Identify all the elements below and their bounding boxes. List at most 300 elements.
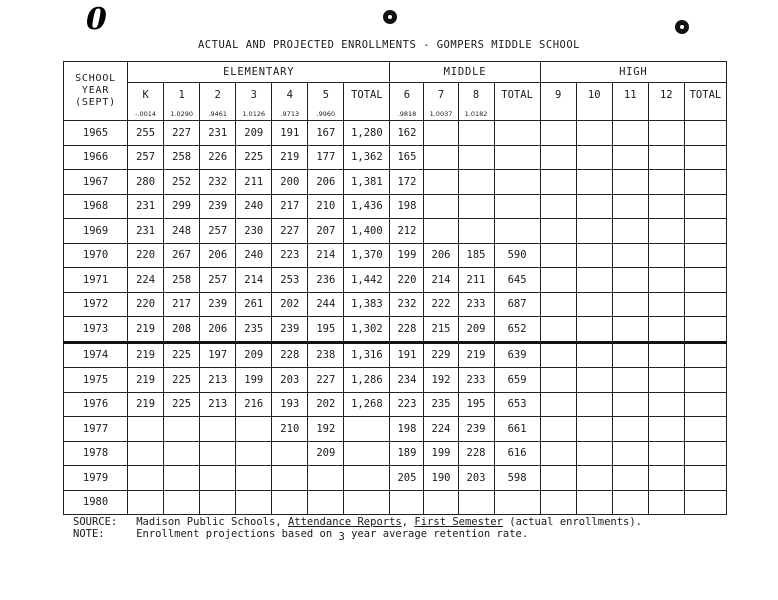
table-row xyxy=(64,268,727,293)
enrollment-cell: 219 xyxy=(128,317,164,343)
enrollment-cell xyxy=(390,490,424,515)
enrollment-cell xyxy=(648,145,684,170)
enrollment-cell: 257 xyxy=(200,268,236,293)
year-cell: 1971 xyxy=(64,268,128,293)
year-cell: 1979 xyxy=(64,466,128,491)
year-cell: 1972 xyxy=(64,292,128,317)
source-label: SOURCE: xyxy=(73,516,118,528)
enrollment-cell xyxy=(540,243,576,268)
enrollment-cell: 1,442 xyxy=(344,268,390,293)
enrollment-cell xyxy=(684,317,726,343)
enrollment-cell xyxy=(424,219,458,244)
enrollment-cell: 209 xyxy=(458,317,494,343)
enrollment-cell xyxy=(540,368,576,393)
source-note xyxy=(73,516,642,528)
enrollment-cell xyxy=(612,292,648,317)
retention-rate: .9461 xyxy=(200,107,236,121)
enrollment-cell: 253 xyxy=(272,268,308,293)
enrollment-cell xyxy=(612,392,648,417)
enrollment-cell xyxy=(424,170,458,195)
enrollment-cell: 212 xyxy=(390,219,424,244)
enrollment-cell: 1,381 xyxy=(344,170,390,195)
enrollment-cell: 197 xyxy=(200,342,236,368)
retention-rate: 1.0290 xyxy=(164,107,200,121)
enrollment-cell xyxy=(540,342,576,368)
year-cell: 1969 xyxy=(64,219,128,244)
enrollment-cell: 224 xyxy=(128,268,164,293)
enrollment-cell: 219 xyxy=(458,342,494,368)
note-suffix: year average retention rate. xyxy=(344,528,529,540)
enrollment-cell: 244 xyxy=(308,292,344,317)
enrollment-cell: 225 xyxy=(164,342,200,368)
enrollment-cell xyxy=(684,219,726,244)
enrollment-cell xyxy=(424,145,458,170)
enrollment-cell: 192 xyxy=(424,368,458,393)
year-cell: 1974 xyxy=(64,342,128,368)
enrollment-cell xyxy=(576,170,612,195)
enrollment-cell xyxy=(458,121,494,146)
table-row xyxy=(64,317,727,343)
enrollment-cell: 198 xyxy=(390,194,424,219)
table-row xyxy=(64,170,727,195)
enrollment-cell xyxy=(612,121,648,146)
enrollment-cell: 229 xyxy=(424,342,458,368)
grade-header: 4 xyxy=(272,83,308,108)
enrollment-cell xyxy=(648,194,684,219)
enrollment-cell xyxy=(424,490,458,515)
enrollment-cell xyxy=(612,342,648,368)
enrollment-cell xyxy=(612,268,648,293)
retention-rate: 1.0182 xyxy=(458,107,494,121)
enrollment-cell xyxy=(164,466,200,491)
table-row xyxy=(64,368,727,393)
enrollment-cell: 258 xyxy=(164,145,200,170)
retention-rate: 1.0126 xyxy=(236,107,272,121)
enrollment-cell: 223 xyxy=(272,243,308,268)
enrollment-cell xyxy=(576,219,612,244)
retention-rate: .9713 xyxy=(272,107,308,121)
enrollment-cell: 215 xyxy=(424,317,458,343)
enrollment-cell: 172 xyxy=(390,170,424,195)
methodology-note xyxy=(73,528,529,543)
enrollment-cell: 192 xyxy=(308,417,344,442)
enrollment-cell xyxy=(612,441,648,466)
enrollment-cell xyxy=(648,243,684,268)
enrollment-cell: 230 xyxy=(236,219,272,244)
year-cell: 1976 xyxy=(64,392,128,417)
enrollment-cell: 202 xyxy=(272,292,308,317)
enrollment-cell: 239 xyxy=(200,194,236,219)
enrollment-cell xyxy=(648,121,684,146)
enrollment-cell: 1,436 xyxy=(344,194,390,219)
first-semester-title: First Semester xyxy=(414,516,503,528)
enrollment-cell: 235 xyxy=(424,392,458,417)
retention-rate xyxy=(494,107,540,121)
enrollment-cell: 232 xyxy=(390,292,424,317)
enrollment-cell: 1,280 xyxy=(344,121,390,146)
enrollment-cell xyxy=(648,490,684,515)
enrollment-cell: 652 xyxy=(494,317,540,343)
enrollment-cell: 185 xyxy=(458,243,494,268)
year-cell: 1973 xyxy=(64,317,128,343)
enrollment-cell: 219 xyxy=(128,392,164,417)
enrollment-cell: 214 xyxy=(236,268,272,293)
table-row xyxy=(64,466,727,491)
grade-header: 1 xyxy=(164,83,200,108)
enrollment-cell xyxy=(540,219,576,244)
enrollment-cell xyxy=(540,292,576,317)
enrollment-cell: 210 xyxy=(308,194,344,219)
enrollment-cell: 233 xyxy=(458,368,494,393)
enrollment-cell xyxy=(648,417,684,442)
enrollment-cell xyxy=(576,121,612,146)
enrollment-cell xyxy=(612,243,648,268)
enrollment-cell: 199 xyxy=(424,441,458,466)
grade-header: 10 xyxy=(576,83,612,108)
enrollment-cell: 209 xyxy=(308,441,344,466)
enrollment-cell: 280 xyxy=(128,170,164,195)
enrollment-cell: 225 xyxy=(164,368,200,393)
enrollment-cell xyxy=(648,466,684,491)
enrollment-cell xyxy=(494,194,540,219)
enrollment-cell: 224 xyxy=(424,417,458,442)
enrollment-cell xyxy=(576,417,612,442)
enrollment-cell: 209 xyxy=(236,121,272,146)
enrollment-cell: 202 xyxy=(308,392,344,417)
enrollment-cell: 239 xyxy=(272,317,308,343)
enrollment-cell: 206 xyxy=(308,170,344,195)
enrollment-cell xyxy=(236,417,272,442)
enrollment-cell: 227 xyxy=(308,368,344,393)
table-row xyxy=(64,145,727,170)
enrollment-cell: 240 xyxy=(236,243,272,268)
enrollment-cell xyxy=(684,121,726,146)
enrollment-cell xyxy=(540,441,576,466)
source-suffix: (actual enrollments). xyxy=(502,516,642,528)
enrollment-cell xyxy=(164,417,200,442)
enrollment-cell xyxy=(494,170,540,195)
punch-hole-icon xyxy=(383,10,397,24)
enrollment-cell xyxy=(308,490,344,515)
enrollment-cell: 234 xyxy=(390,368,424,393)
enrollment-cell xyxy=(576,145,612,170)
enrollment-cell: 1,286 xyxy=(344,368,390,393)
enrollment-cell xyxy=(236,466,272,491)
retention-rate xyxy=(612,107,648,121)
enrollment-cell: 225 xyxy=(164,392,200,417)
table-row xyxy=(64,219,727,244)
enrollment-cell: 209 xyxy=(236,342,272,368)
enrollment-cell xyxy=(164,441,200,466)
enrollment-cell xyxy=(200,441,236,466)
enrollment-cell: 211 xyxy=(458,268,494,293)
enrollment-cell: 217 xyxy=(272,194,308,219)
enrollment-cell xyxy=(612,145,648,170)
enrollment-cell: 645 xyxy=(494,268,540,293)
enrollment-cell xyxy=(648,441,684,466)
note-number: 3 xyxy=(338,531,345,543)
enrollment-cell xyxy=(272,490,308,515)
table-row xyxy=(64,243,727,268)
enrollment-cell: 203 xyxy=(458,466,494,491)
enrollment-cell: 207 xyxy=(308,219,344,244)
enrollment-cell xyxy=(684,466,726,491)
enrollment-cell xyxy=(576,392,612,417)
enrollment-cell: 598 xyxy=(494,466,540,491)
enrollment-cell: 1,316 xyxy=(344,342,390,368)
enrollment-cell: 206 xyxy=(424,243,458,268)
enrollment-cell xyxy=(128,441,164,466)
enrollment-cell xyxy=(128,466,164,491)
enrollment-cell: 1,383 xyxy=(344,292,390,317)
enrollment-cell: 239 xyxy=(200,292,236,317)
enrollment-cell: 236 xyxy=(308,268,344,293)
enrollment-cell xyxy=(540,268,576,293)
enrollment-cell: 213 xyxy=(200,368,236,393)
enrollment-cell xyxy=(540,466,576,491)
enrollment-cell: 217 xyxy=(164,292,200,317)
enrollment-cell xyxy=(540,392,576,417)
enrollment-cell: 220 xyxy=(390,268,424,293)
grade-header: TOTAL xyxy=(344,83,390,108)
enrollment-cell: 219 xyxy=(128,368,164,393)
enrollment-cell xyxy=(540,194,576,219)
enrollment-cell xyxy=(612,466,648,491)
enrollment-cell xyxy=(612,368,648,393)
enrollment-cell xyxy=(200,466,236,491)
table-row xyxy=(64,441,727,466)
enrollment-cell xyxy=(494,219,540,244)
source-text: Madison Public Schools, xyxy=(136,516,288,528)
enrollment-cell: 199 xyxy=(236,368,272,393)
enrollment-cell xyxy=(164,490,200,515)
enrollment-cell: 616 xyxy=(494,441,540,466)
enrollment-cell xyxy=(540,145,576,170)
enrollment-cell xyxy=(424,121,458,146)
punch-hole-icon xyxy=(675,20,689,34)
enrollment-cell: 257 xyxy=(128,145,164,170)
enrollment-cell: 258 xyxy=(164,268,200,293)
enrollment-cell xyxy=(576,268,612,293)
enrollment-cell xyxy=(576,342,612,368)
enrollment-cell xyxy=(612,170,648,195)
year-cell: 1966 xyxy=(64,145,128,170)
year-cell: 1977 xyxy=(64,417,128,442)
retention-rate xyxy=(684,107,726,121)
enrollment-cell: 1,268 xyxy=(344,392,390,417)
enrollment-cell xyxy=(236,441,272,466)
enrollment-cell xyxy=(612,219,648,244)
grade-header: 11 xyxy=(612,83,648,108)
enrollment-cell xyxy=(684,342,726,368)
enrollment-cell: 199 xyxy=(390,243,424,268)
grade-header: 5 xyxy=(308,83,344,108)
enrollment-cell xyxy=(684,170,726,195)
enrollment-cell xyxy=(612,317,648,343)
enrollment-cell xyxy=(648,268,684,293)
table-row xyxy=(64,417,727,442)
enrollment-cell xyxy=(540,121,576,146)
enrollment-cell: 590 xyxy=(494,243,540,268)
enrollment-cell xyxy=(612,490,648,515)
enrollment-cell: 226 xyxy=(200,145,236,170)
enrollment-cell: 195 xyxy=(308,317,344,343)
enrollment-cell: 261 xyxy=(236,292,272,317)
enrollment-cell xyxy=(540,170,576,195)
enrollment-cell: 232 xyxy=(200,170,236,195)
retention-rate xyxy=(648,107,684,121)
enrollment-cell xyxy=(344,466,390,491)
enrollment-cell: 639 xyxy=(494,342,540,368)
enrollment-cell xyxy=(344,441,390,466)
enrollment-cell: 220 xyxy=(128,292,164,317)
enrollment-cell: 257 xyxy=(200,219,236,244)
enrollment-cell xyxy=(200,417,236,442)
year-cell: 1970 xyxy=(64,243,128,268)
enrollment-cell: 206 xyxy=(200,317,236,343)
enrollment-cell xyxy=(648,368,684,393)
enrollment-cell xyxy=(344,490,390,515)
enrollment-cell xyxy=(648,317,684,343)
table-row xyxy=(64,392,727,417)
enrollment-cell xyxy=(684,368,726,393)
enrollment-cell: 162 xyxy=(390,121,424,146)
enrollment-cell: 228 xyxy=(458,441,494,466)
enrollment-cell xyxy=(684,292,726,317)
source-separator: , xyxy=(401,516,415,528)
enrollment-cell xyxy=(684,417,726,442)
grade-header: TOTAL xyxy=(494,83,540,108)
middle-header: MIDDLE xyxy=(390,62,540,83)
enrollment-cell xyxy=(494,490,540,515)
retention-rate: .9960 xyxy=(308,107,344,121)
enrollment-cell: 211 xyxy=(236,170,272,195)
enrollment-cell: 227 xyxy=(272,219,308,244)
enrollment-cell: 1,370 xyxy=(344,243,390,268)
enrollment-cell xyxy=(648,392,684,417)
enrollment-cell xyxy=(236,490,272,515)
enrollment-cell xyxy=(308,466,344,491)
enrollment-cell: 238 xyxy=(308,342,344,368)
enrollment-cell xyxy=(494,145,540,170)
enrollment-cell: 231 xyxy=(128,219,164,244)
grade-header: TOTAL xyxy=(684,83,726,108)
enrollment-cell: 252 xyxy=(164,170,200,195)
enrollment-cell: 231 xyxy=(200,121,236,146)
note-label: NOTE: xyxy=(73,528,105,540)
grade-header: 12 xyxy=(648,83,684,108)
enrollment-cell xyxy=(458,194,494,219)
enrollment-cell: 216 xyxy=(236,392,272,417)
handwritten-zero-mark: 0 xyxy=(86,2,107,37)
enrollment-cell xyxy=(576,441,612,466)
table-row xyxy=(64,490,727,515)
enrollment-cell xyxy=(576,490,612,515)
enrollment-cell: 299 xyxy=(164,194,200,219)
enrollment-cell xyxy=(494,121,540,146)
enrollment-cell: 255 xyxy=(128,121,164,146)
enrollment-cell: 240 xyxy=(236,194,272,219)
year-cell: 1980 xyxy=(64,490,128,515)
enrollment-cell xyxy=(612,194,648,219)
enrollment-cell: 225 xyxy=(236,145,272,170)
enrollment-cell xyxy=(576,243,612,268)
enrollment-cell xyxy=(200,490,236,515)
enrollment-cell: 223 xyxy=(390,392,424,417)
enrollment-cell xyxy=(344,417,390,442)
enrollment-cell: 190 xyxy=(424,466,458,491)
enrollment-cell: 213 xyxy=(200,392,236,417)
enrollment-cell: 1,302 xyxy=(344,317,390,343)
enrollment-cell xyxy=(684,268,726,293)
grade-header: 9 xyxy=(540,83,576,108)
year-cell: 1975 xyxy=(64,368,128,393)
retention-rate xyxy=(576,107,612,121)
enrollment-cell: 653 xyxy=(494,392,540,417)
grade-header: 7 xyxy=(424,83,458,108)
enrollment-cell xyxy=(576,194,612,219)
enrollment-cell: 208 xyxy=(164,317,200,343)
enrollment-cell: 219 xyxy=(272,145,308,170)
enrollment-cell: 210 xyxy=(272,417,308,442)
enrollment-cell: 195 xyxy=(458,392,494,417)
enrollment-cell xyxy=(458,145,494,170)
retention-rate: .9818 xyxy=(390,107,424,121)
enrollment-cell xyxy=(576,368,612,393)
enrollment-cell: 659 xyxy=(494,368,540,393)
enrollment-cell xyxy=(458,170,494,195)
enrollment-cell: 214 xyxy=(424,268,458,293)
enrollment-cell: 191 xyxy=(390,342,424,368)
enrollment-cell xyxy=(540,490,576,515)
page-title: ACTUAL AND PROJECTED ENROLLMENTS - GOMPERS MIDDLE SCHOOL xyxy=(197,39,580,51)
retention-rate: -.0014 xyxy=(128,107,164,121)
year-cell: 1965 xyxy=(64,121,128,146)
enrollment-cell: 239 xyxy=(458,417,494,442)
enrollment-cell xyxy=(684,441,726,466)
enrollment-cell xyxy=(272,466,308,491)
enrollment-cell: 198 xyxy=(390,417,424,442)
high-header: HIGH xyxy=(540,62,726,83)
enrollment-cell: 165 xyxy=(390,145,424,170)
enrollment-cell xyxy=(128,417,164,442)
grade-header: K xyxy=(128,83,164,108)
enrollment-cell: 200 xyxy=(272,170,308,195)
grade-header: 3 xyxy=(236,83,272,108)
enrollment-cell xyxy=(684,243,726,268)
grade-header: 2 xyxy=(200,83,236,108)
enrollment-cell: 206 xyxy=(200,243,236,268)
grade-header: 8 xyxy=(458,83,494,108)
retention-rate xyxy=(344,107,390,121)
enrollment-cell xyxy=(648,219,684,244)
enrollment-cell: 222 xyxy=(424,292,458,317)
enrollment-cell: 1,400 xyxy=(344,219,390,244)
enrollment-table xyxy=(63,61,727,515)
year-cell: 1968 xyxy=(64,194,128,219)
enrollment-cell: 205 xyxy=(390,466,424,491)
enrollment-cell xyxy=(458,490,494,515)
enrollment-cell: 167 xyxy=(308,121,344,146)
table-row xyxy=(64,292,727,317)
enrollment-cell xyxy=(648,342,684,368)
table-row xyxy=(64,342,727,368)
enrollment-cell: 235 xyxy=(236,317,272,343)
enrollment-cell xyxy=(128,490,164,515)
year-cell: 1978 xyxy=(64,441,128,466)
enrollment-cell xyxy=(684,145,726,170)
enrollment-cell: 228 xyxy=(272,342,308,368)
